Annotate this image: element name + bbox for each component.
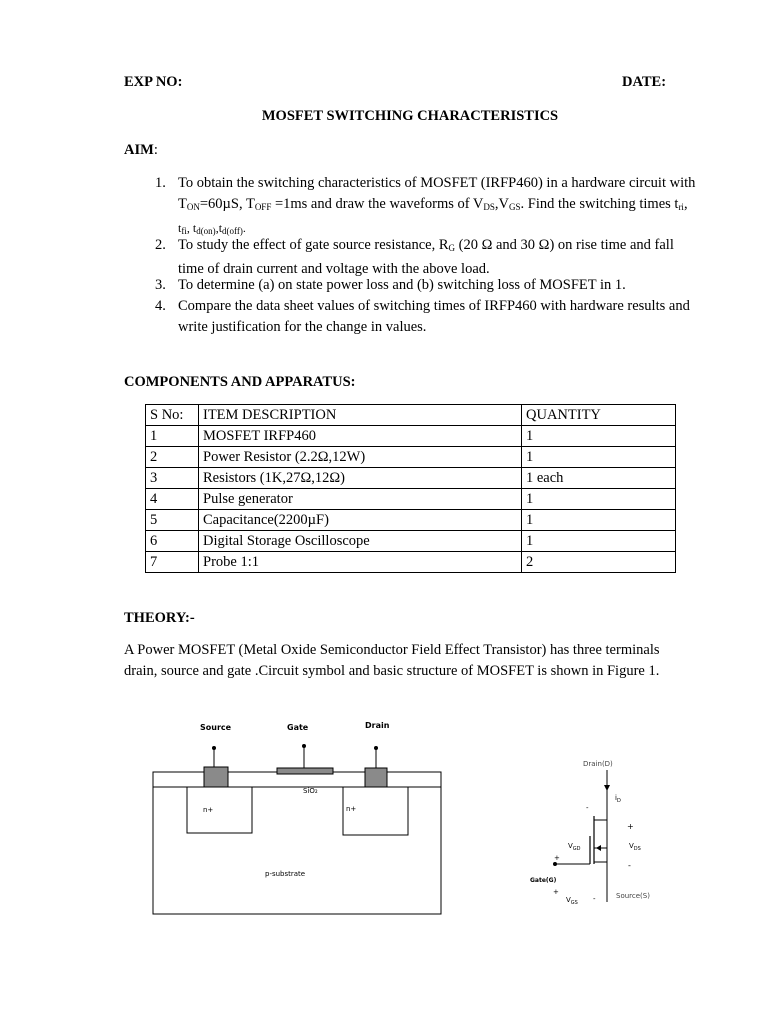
source-metal-contact (204, 767, 228, 787)
body-arrow (596, 845, 601, 851)
plus-sign: + (627, 822, 634, 831)
table-cell: 3 (146, 468, 199, 489)
exp-no-label: EXP NO: (124, 74, 183, 90)
table-cell: 2 (522, 552, 676, 573)
table-cell: 1 (522, 489, 676, 510)
table-cell: 6 (146, 531, 199, 552)
plus-sign: + (554, 854, 560, 862)
table-cell: Resistors (1K,27Ω,12Ω) (199, 468, 522, 489)
source-terminal-label: Source (200, 723, 232, 732)
theory-heading: THEORY:- (124, 610, 195, 626)
p-substrate-label: p-substrate (265, 870, 306, 878)
plus-sign: + (553, 888, 559, 896)
n-plus-left-label: n+ (203, 806, 214, 814)
drain-current-arrow (604, 785, 610, 791)
gate-terminal-label: Gate (287, 723, 309, 732)
table-row (146, 552, 676, 573)
components-table (145, 404, 676, 573)
aim-heading: AIM: (124, 142, 158, 158)
table-cell: 1 each (522, 468, 676, 489)
vgd-label: $V_{GD}$ (568, 842, 581, 852)
vgs-label: $V_{GS}$ (566, 896, 578, 906)
minus-sign: - (586, 804, 589, 812)
mosfet-circuit-symbol (520, 752, 690, 917)
mosfet-structure-diagram (150, 712, 450, 917)
gate-metal-contact (277, 768, 333, 774)
drain-terminal-label: Drain (365, 721, 390, 730)
table-row (146, 489, 676, 510)
table-cell: 5 (146, 510, 199, 531)
theory-paragraph: A Power MOSFET (Metal Oxide Semiconductor Field Effect Transistor) has three terminals drain, source and gate .Circuit symbol and basic structure of MOSFET is shown in Figure 1. (124, 642, 660, 679)
n-plus-right-label: n+ (346, 805, 357, 813)
table-cell: 1 (522, 510, 676, 531)
minus-sign: - (593, 895, 596, 903)
table-cell: Digital Storage Oscilloscope (199, 531, 522, 552)
date-label: DATE: (622, 74, 667, 90)
table-row (146, 426, 676, 447)
drain-symbol-label: Drain(D) (583, 760, 613, 768)
table-cell: 2 (146, 447, 199, 468)
header-item-description: ITEM DESCRIPTION (199, 405, 522, 426)
n-plus-source-region (187, 787, 252, 833)
table-row (146, 510, 676, 531)
table-cell: 1 (522, 531, 676, 552)
table-cell: Capacitance(2200µF) (199, 510, 522, 531)
table-cell: 1 (522, 426, 676, 447)
table-row (146, 447, 676, 468)
table-cell: Probe 1:1 (199, 552, 522, 573)
sio2-label: SiO₂ (303, 787, 318, 795)
table-cell: 4 (146, 489, 199, 510)
table-row (146, 531, 676, 552)
table-cell: MOSFET IRFP460 (199, 426, 522, 447)
id-label: $i_D$ (615, 794, 621, 804)
table-cell: Pulse generator (199, 489, 522, 510)
gate-node-dot (553, 862, 557, 866)
vds-label: $V_{DS}$ (629, 842, 641, 852)
header-quantity: QUANTITY (522, 405, 676, 426)
header-sno: S No: (146, 405, 199, 426)
drain-metal-contact (365, 768, 387, 787)
table-row (146, 468, 676, 489)
source-symbol-label: Source(S) (616, 892, 650, 900)
components-heading: COMPONENTS AND APPARATUS: (124, 374, 356, 390)
page-title: MOSFET SWITCHING CHARACTERISTICS (261, 108, 559, 124)
table-header-row (146, 405, 676, 426)
table-cell: 1 (522, 447, 676, 468)
gate-symbol-label: Gate(G) (530, 877, 557, 884)
minus-sign: - (628, 861, 631, 870)
table-cell: 1 (146, 426, 199, 447)
table-cell: Power Resistor (2.2Ω,12W) (199, 447, 522, 468)
table-cell: 7 (146, 552, 199, 573)
